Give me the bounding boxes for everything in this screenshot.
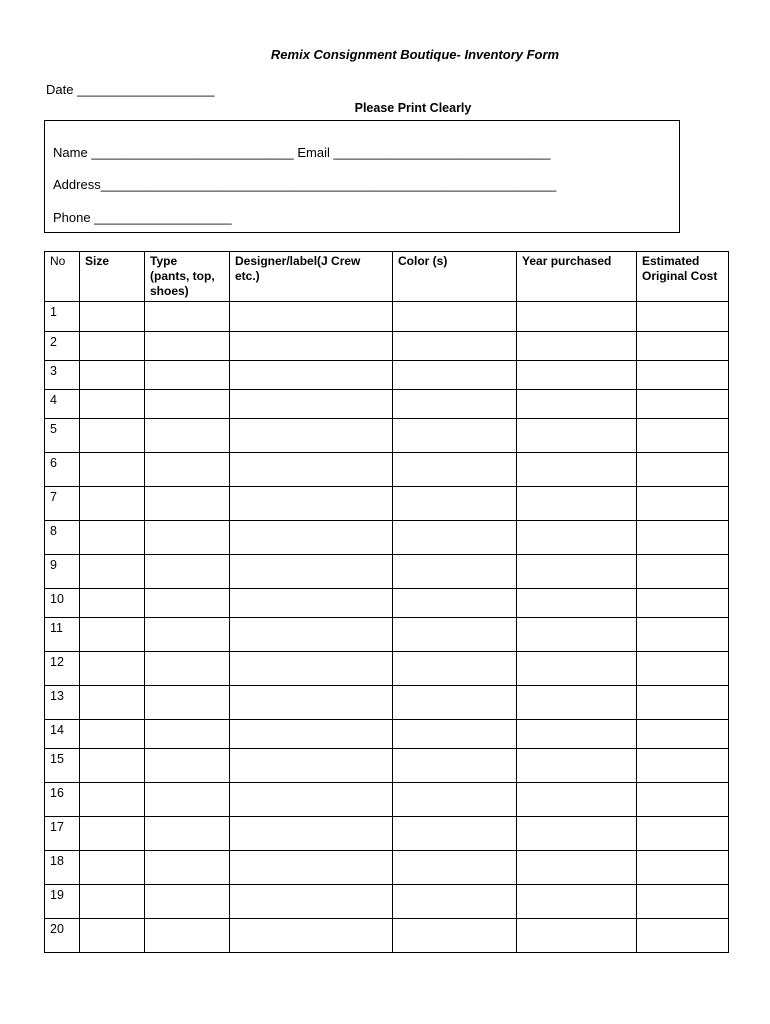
inventory-body (45, 302, 729, 953)
cell-year[interactable] (517, 919, 637, 953)
cell-year[interactable] (517, 652, 637, 686)
cell-year[interactable] (517, 885, 637, 919)
name-email-row (53, 145, 550, 160)
cell-size[interactable] (80, 618, 145, 652)
cell-color[interactable] (393, 453, 517, 487)
name-blank[interactable]: ____________________________ (91, 145, 294, 160)
cell-color[interactable] (393, 589, 517, 618)
table-row (45, 302, 729, 332)
cell-size[interactable] (80, 851, 145, 885)
cell-type[interactable] (145, 885, 230, 919)
inventory-table (44, 251, 729, 953)
cell-cost[interactable] (637, 332, 729, 361)
cell-size[interactable] (80, 783, 145, 817)
cell-size[interactable] (80, 589, 145, 618)
cell-designer[interactable] (230, 720, 393, 749)
address-label: Address (53, 177, 101, 192)
cell-designer[interactable] (230, 686, 393, 720)
cell-type[interactable] (145, 361, 230, 390)
date-field[interactable] (46, 82, 214, 97)
cell-designer[interactable] (230, 749, 393, 783)
cell-cost[interactable] (637, 720, 729, 749)
row-number: 20 (45, 919, 80, 953)
header-cost: Estimated Original Cost (637, 252, 729, 302)
cell-size[interactable] (80, 487, 145, 521)
table-row (45, 919, 729, 953)
cell-year[interactable] (517, 618, 637, 652)
cell-size[interactable] (80, 817, 145, 851)
cell-year[interactable] (517, 749, 637, 783)
cell-type[interactable] (145, 919, 230, 953)
cell-color[interactable] (393, 851, 517, 885)
cell-designer[interactable] (230, 390, 393, 419)
cell-designer[interactable] (230, 589, 393, 618)
row-number: 11 (45, 618, 80, 652)
cell-cost[interactable] (637, 521, 729, 555)
header-type (145, 252, 230, 302)
cell-designer[interactable] (230, 302, 393, 332)
cell-cost[interactable] (637, 686, 729, 720)
cell-color[interactable] (393, 720, 517, 749)
cell-color[interactable] (393, 783, 517, 817)
table-row (45, 555, 729, 589)
email-label: Email (297, 145, 330, 160)
contact-info-box (44, 120, 680, 233)
cell-size[interactable] (80, 453, 145, 487)
address-blank[interactable]: _______________________________________________________________ (100, 177, 557, 192)
cell-year[interactable] (517, 686, 637, 720)
cell-year[interactable] (517, 851, 637, 885)
table-row (45, 361, 729, 390)
cell-type[interactable] (145, 487, 230, 521)
date-blank[interactable]: ___________________ (77, 82, 215, 97)
cell-type[interactable] (145, 555, 230, 589)
cell-size[interactable] (80, 302, 145, 332)
cell-size[interactable] (80, 652, 145, 686)
cell-color[interactable] (393, 419, 517, 453)
cell-cost[interactable] (637, 652, 729, 686)
table-row (45, 589, 729, 618)
form-title: Remix Consignment Boutique- Inventory Form (270, 47, 560, 62)
cell-cost[interactable] (637, 783, 729, 817)
row-number: 8 (45, 521, 80, 555)
row-number: 17 (45, 817, 80, 851)
cell-type[interactable] (145, 851, 230, 885)
table-row (45, 720, 729, 749)
cell-designer[interactable] (230, 885, 393, 919)
cell-size[interactable] (80, 521, 145, 555)
cell-designer[interactable] (230, 453, 393, 487)
cell-year[interactable] (517, 589, 637, 618)
header-year: Year purchased (517, 252, 637, 302)
header-type-examples: (pants, top, shoes) (150, 269, 215, 298)
cell-size[interactable] (80, 555, 145, 589)
table-row (45, 749, 729, 783)
cell-size[interactable] (80, 361, 145, 390)
cell-color[interactable] (393, 652, 517, 686)
cell-size[interactable] (80, 332, 145, 361)
table-row (45, 851, 729, 885)
cell-cost[interactable] (637, 851, 729, 885)
table-row (45, 390, 729, 419)
row-number: 12 (45, 652, 80, 686)
row-number: 10 (45, 589, 80, 618)
row-number: 19 (45, 885, 80, 919)
cell-color[interactable] (393, 749, 517, 783)
cell-color[interactable] (393, 919, 517, 953)
table-row (45, 652, 729, 686)
header-no: No (45, 252, 80, 302)
cell-year[interactable] (517, 302, 637, 332)
row-number: 7 (45, 487, 80, 521)
table-row (45, 817, 729, 851)
cell-designer[interactable] (230, 555, 393, 589)
cell-color[interactable] (393, 521, 517, 555)
cell-cost[interactable] (637, 302, 729, 332)
cell-designer[interactable] (230, 783, 393, 817)
cell-year[interactable] (517, 332, 637, 361)
cell-type[interactable] (145, 453, 230, 487)
cell-year[interactable] (517, 487, 637, 521)
cell-size[interactable] (80, 919, 145, 953)
cell-size[interactable] (80, 885, 145, 919)
cell-color[interactable] (393, 302, 517, 332)
header-designer: Designer/label(J Crew etc.) (230, 252, 393, 302)
row-number: 18 (45, 851, 80, 885)
cell-type[interactable] (145, 686, 230, 720)
cell-cost[interactable] (637, 453, 729, 487)
cell-designer[interactable] (230, 851, 393, 885)
table-row (45, 419, 729, 453)
cell-designer[interactable] (230, 332, 393, 361)
cell-cost[interactable] (637, 885, 729, 919)
cell-year[interactable] (517, 419, 637, 453)
header-color: Color (s) (393, 252, 517, 302)
cell-cost[interactable] (637, 589, 729, 618)
row-number: 5 (45, 419, 80, 453)
cell-year[interactable] (517, 390, 637, 419)
cell-type[interactable] (145, 817, 230, 851)
cell-type[interactable] (145, 419, 230, 453)
cell-color[interactable] (393, 390, 517, 419)
cell-size[interactable] (80, 419, 145, 453)
cell-year[interactable] (517, 555, 637, 589)
cell-year[interactable] (517, 720, 637, 749)
cell-type[interactable] (145, 521, 230, 555)
cell-size[interactable] (80, 390, 145, 419)
cell-designer[interactable] (230, 361, 393, 390)
row-number: 13 (45, 686, 80, 720)
table-header-row (45, 252, 729, 302)
cell-type[interactable] (145, 332, 230, 361)
row-number: 6 (45, 453, 80, 487)
cell-size[interactable] (80, 720, 145, 749)
cell-color[interactable] (393, 332, 517, 361)
row-number: 4 (45, 390, 80, 419)
cell-designer[interactable] (230, 919, 393, 953)
email-blank[interactable]: ______________________________ (333, 145, 551, 160)
cell-type[interactable] (145, 302, 230, 332)
cell-color[interactable] (393, 487, 517, 521)
row-number: 1 (45, 302, 80, 332)
cell-cost[interactable] (637, 361, 729, 390)
cell-size[interactable] (80, 686, 145, 720)
cell-color[interactable] (393, 618, 517, 652)
row-number: 16 (45, 783, 80, 817)
table-row (45, 783, 729, 817)
row-number: 9 (45, 555, 80, 589)
cell-designer[interactable] (230, 487, 393, 521)
cell-color[interactable] (393, 555, 517, 589)
table-row (45, 453, 729, 487)
cell-cost[interactable] (637, 487, 729, 521)
cell-type[interactable] (145, 720, 230, 749)
header-type-label: Type (150, 254, 178, 268)
cell-cost[interactable] (637, 618, 729, 652)
cell-designer[interactable] (230, 652, 393, 686)
cell-color[interactable] (393, 885, 517, 919)
cell-size[interactable] (80, 749, 145, 783)
cell-cost[interactable] (637, 919, 729, 953)
row-number: 3 (45, 361, 80, 390)
cell-designer[interactable] (230, 419, 393, 453)
cell-cost[interactable] (637, 390, 729, 419)
cell-cost[interactable] (637, 817, 729, 851)
header-size: Size (80, 252, 145, 302)
cell-color[interactable] (393, 361, 517, 390)
cell-type[interactable] (145, 618, 230, 652)
cell-color[interactable] (393, 817, 517, 851)
cell-year[interactable] (517, 817, 637, 851)
phone-blank[interactable]: ___________________ (94, 210, 232, 225)
row-number: 2 (45, 332, 80, 361)
cell-type[interactable] (145, 749, 230, 783)
cell-year[interactable] (517, 453, 637, 487)
cell-cost[interactable] (637, 419, 729, 453)
cell-type[interactable] (145, 783, 230, 817)
address-row (53, 177, 556, 192)
table-row (45, 521, 729, 555)
cell-cost[interactable] (637, 749, 729, 783)
row-number: 15 (45, 749, 80, 783)
phone-label: Phone (53, 210, 91, 225)
row-number: 14 (45, 720, 80, 749)
cell-designer[interactable] (230, 521, 393, 555)
table-row (45, 487, 729, 521)
print-clearly-instruction: Please Print Clearly (354, 101, 472, 115)
cell-type[interactable] (145, 589, 230, 618)
cell-year[interactable] (517, 783, 637, 817)
name-label: Name (53, 145, 88, 160)
date-label: Date (46, 82, 74, 97)
table-row (45, 332, 729, 361)
cell-designer[interactable] (230, 618, 393, 652)
table-row (45, 618, 729, 652)
table-row (45, 885, 729, 919)
phone-row (53, 210, 232, 225)
cell-color[interactable] (393, 686, 517, 720)
cell-type[interactable] (145, 390, 230, 419)
cell-cost[interactable] (637, 555, 729, 589)
cell-type[interactable] (145, 652, 230, 686)
table-row (45, 686, 729, 720)
cell-designer[interactable] (230, 817, 393, 851)
cell-year[interactable] (517, 361, 637, 390)
cell-year[interactable] (517, 521, 637, 555)
